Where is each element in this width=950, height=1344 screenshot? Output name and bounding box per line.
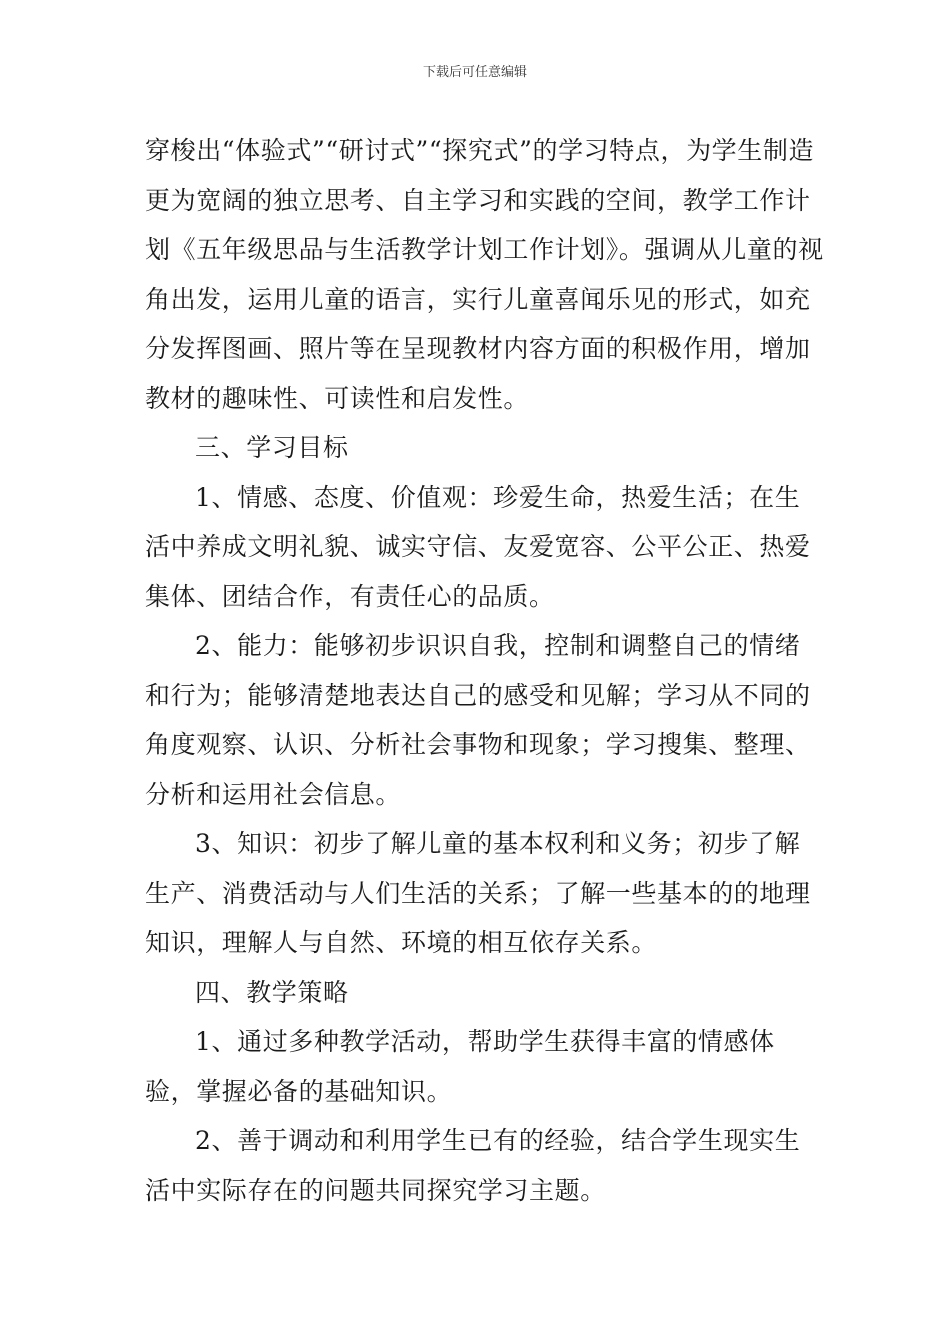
paragraph-goal-knowledge: 3、知识：初步了解儿童的基本权利和义务；初步了解生产、消费活动与人们生活的关系；了解一些基本的的地理知识，理解人与自然、环境的相互依存关系。 (145, 829, 811, 957)
paragraph-goal-ability: 2、能力：能够初步识识自我，控制和调整自己的情绪和行为；能够清楚地表达自己的感受和见解；学习从不同的角度观察、认识、分析社会事物和现象；学习搜集、整理、分析和运用社会信息。 (145, 631, 811, 809)
document-body (145, 126, 825, 1215)
page-header: 下载后可任意编辑 (422, 65, 527, 80)
paragraph-strategy-2: 2、善于调动和利用学生已有的经验，结合学生现实生活中实际存在的问题共同探究学习主题。 (145, 1126, 801, 1205)
section-heading-learning-goals: 三、学习目标 (195, 433, 349, 462)
paragraph-goal-emotion: 1、情感、态度、价值观：珍爱生命，热爱生活；在生活中养成文明礼貌、诚实守信、友爱宽容、公平公正、热爱集体、团结合作，有责任心的品质。 (145, 482, 811, 611)
section-heading-teaching-strategy: 四、教学策略 (195, 977, 349, 1007)
paragraph-strategy-1: 1、通过多种教学活动，帮助学生获得丰富的情感体验，掌握必备的基础知识。 (145, 1027, 775, 1106)
paragraph-continuation: 穿梭出“体验式”“研讨式”“探究式”的学习特点，为学生制造更为宽阔的独立思考、自主学习和实践的空间，教学工作计划《五年级思品与生活教学计划工作计划》。强调从儿童的视角出发，运用儿童的语言，实行儿童喜闻乐见的形式，如充分发挥图画、照片等在呈现教材内容方面的积极作用，增加教材的趣味性、可读性和启发性。 (145, 136, 824, 413)
